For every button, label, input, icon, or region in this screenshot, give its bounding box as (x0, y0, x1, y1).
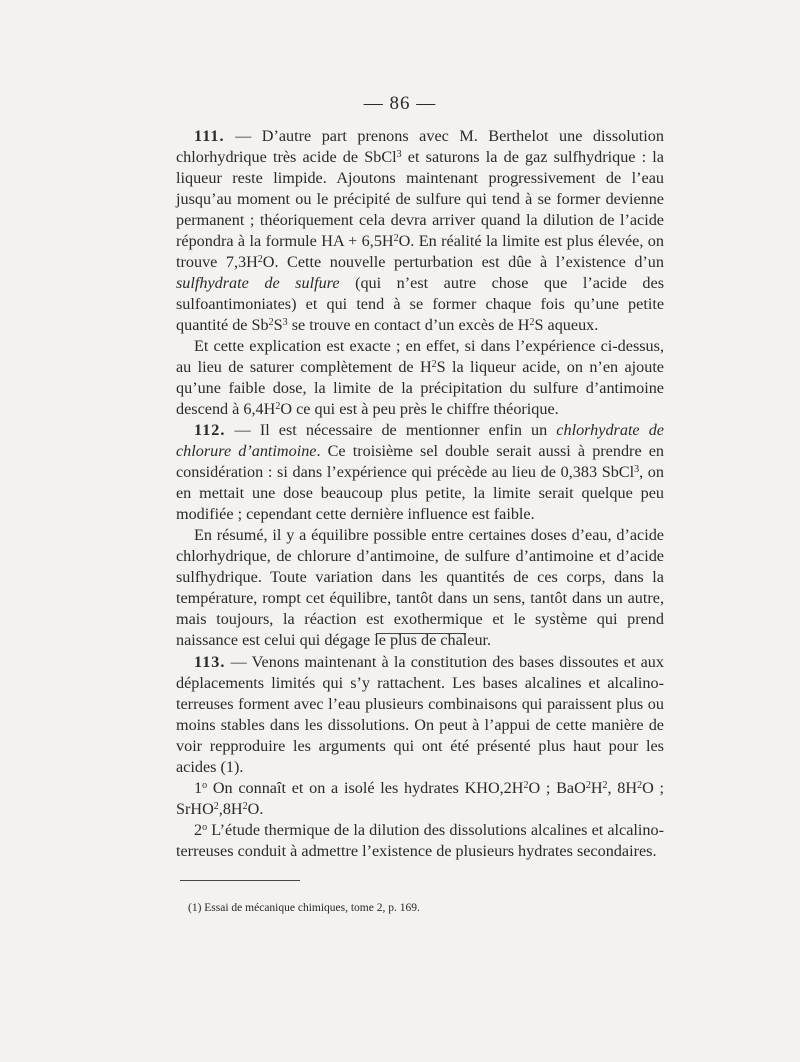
paragraph-112-summary: En résumé, il y a équilibre possible entre certaines doses d’eau, d’acide chlorhydrique, de chlorure d’antimoine, de sulfure d’antimoine et d’acide sulfhydrique. Toute variation dans les quantités de ces corps, dans la température, rompt cet équilibre, tantôt dans un sens, tantôt dans un autre, mais toujours, la réaction est exothermique et le système qui prend naissance est celui qui dégage le plus de chaleur. (176, 526, 664, 649)
text-block-lower (176, 652, 664, 862)
paragraph-113: 113. — Venons maintenant à la constitution des bases dissoutes et aux déplacements limités qui s’y rattachent. Les bases alcalines et alcalino-terreuses forment avec l’eau plusieurs combinaisons qui paraissent plus ou moins stables dans les dissolutions. On peut à l’appui de cette manière de voir repproduire les arguments qui ont été présenté plus haut pour les acides (1). (176, 653, 664, 776)
paragraph-111-continued: Et cette explication est exacte ; en effet, si dans l’expérience ci-dessus, au lieu de saturer complètement de $H^2S$ la liqueur acide, on n’en ajoute qu’une faible dose, la limite de la précipitation du sulfure d’antimoine descend à $6,4H^2O$ ce qui est à peu près le chiffre théorique. (176, 337, 664, 418)
paragraph-113-item-1: 1$^o$ On connaît et on a isolé les hydrates $KHO,2H^2O$ ; $BaO^2H^2$, $8H^2O$ ; $SrHO^2,8H^2O$. (176, 779, 665, 818)
text-block-upper (176, 126, 664, 651)
paragraph-113-item-2: 2$^o$ L’étude thermique de la dilution des dissolutions alcalines et alcalino-terreuses conduit à admettre l’existence de plusieurs hydrates secondaires. (176, 821, 664, 860)
paragraph-112: 112. — Il est nécessaire de mentionner enfin un chlorhydrate de chlorure d’antimoine. Ce troisième sel double serait aussi à prendre en considération : si dans l’expérience qui précède au lieu de 0,383 SbCl$^3$, on en mettait une dose beaucoup plus petite, la limite serait quelque peu modifiée ; cependant cette dernière influence est faible. (176, 421, 664, 523)
section-divider (376, 633, 466, 634)
page-number: — 86 — (363, 93, 437, 114)
emphasis: sulfhydrate de sulfure (176, 274, 340, 292)
section-number: 111. (194, 127, 225, 145)
section-number: 112. (194, 421, 226, 439)
paragraph-111: 111. — D’autre part prenons avec M. Berthelot une dissolution chlorhydrique très acide de SbCl$^3$ et saturons la de gaz sulfhydrique : la liqueur reste limpide. Ajoutons maintenant progressivement de l’eau jusqu’au moment ou le précipité de sulfure qui tend à se former devienne permanent ; théoriquement cela devra arriver quand la dilution de l’acide répondra à la formule HA + $6,5H^2O$. En réalité la limite est plus élevée, on trouve $7,3H^2O$. Cette nouvelle perturbation est dûe à l’existence d’un sulfhydrate de sulfure (qui n’est autre chose que l’acide des sulfoantimoniates) et qui tend à se former chaque fois qu’une petite quantité de $Sb^2S^3$ se trouve en contact d’un excès de $H^2S$ aqueux. (176, 127, 664, 334)
footnote: (1) Essai de mécanique chimiques, tome 2, p. 169. (188, 902, 420, 914)
emphasis: chlorhydrate de chlorure d’antimoine (176, 421, 664, 460)
footnote-rule (180, 880, 300, 881)
section-number: 113. (194, 653, 226, 671)
